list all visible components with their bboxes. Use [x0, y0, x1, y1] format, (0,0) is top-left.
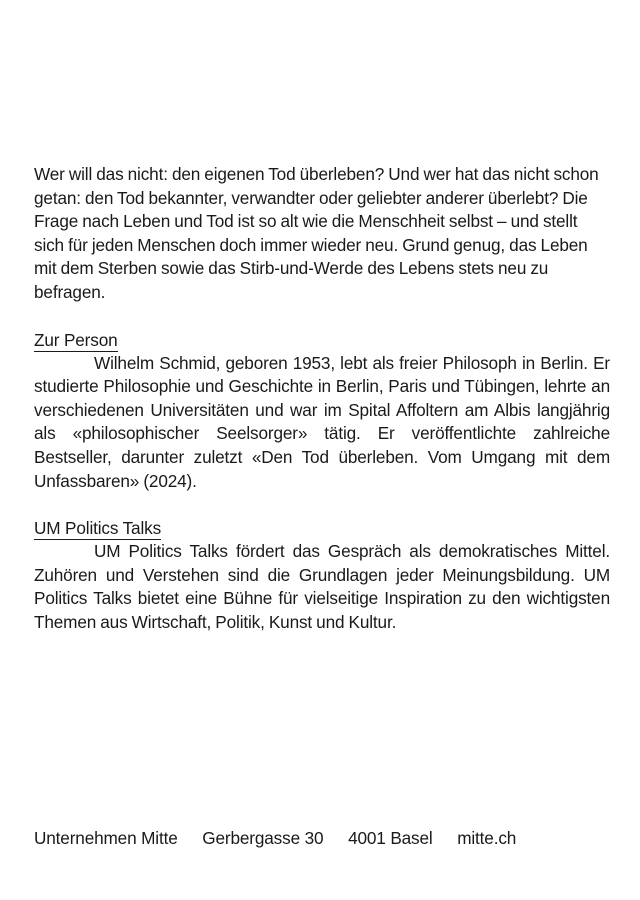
footer-organization: Unternehmen Mitte [34, 828, 178, 848]
footer-address [34, 826, 516, 850]
footer-website-link[interactable]: mitte.ch [457, 828, 517, 848]
footer-street: Gerbergasse 30 [202, 828, 324, 848]
talks-paragraph: UM Politics Talks fördert das Gespräch als demokratisches Mittel. Zuhören und Verstehen sind die Grundlagen jeder Meinungsbildung. UM Politics Talks bietet eine Bühne für vielseitige Inspiration zu den wichtigsten Themen aus Wirtschaft, Politik, Kunst und Kultur. [34, 541, 610, 632]
document-body [34, 163, 610, 635]
talks-section [34, 517, 610, 634]
footer-city: 4001 Basel [348, 828, 433, 848]
person-section [34, 329, 610, 494]
person-paragraph: Wilhelm Schmid, geboren 1953, lebt als freier Philosoph in Berlin. Er studierte Philosophie und Geschichte in Berlin, Paris und Tübingen, lehrte an verschiedenen Universitäten und war im Spital Affoltern am Albis langjährig als «philosophischer Seelsorger» tätig. Er veröffentlichte zahlreiche Bestseller, darunter zuletzt «Den Tod überleben. Vom Umgang mit dem Unfassbaren» (2024). [34, 352, 610, 491]
talks-heading: UM Politics Talks [34, 518, 162, 539]
person-heading: Zur Person [34, 329, 118, 350]
intro-paragraph: Wer will das nicht: den eigenen Tod überleben? Und wer hat das nicht schon getan: den Tod bekannter, verwandter oder geliebter anderer überlebt? Die Frage nach Leben und Tod ist so alt wie die Menschheit selbst – und stellt sich für jeden Menschen doch immer wieder neu. Grund genug, das Leben mit dem Sterben sowie das Stirb-und-Werde des Lebens stets neu zu befragen. [34, 164, 599, 302]
